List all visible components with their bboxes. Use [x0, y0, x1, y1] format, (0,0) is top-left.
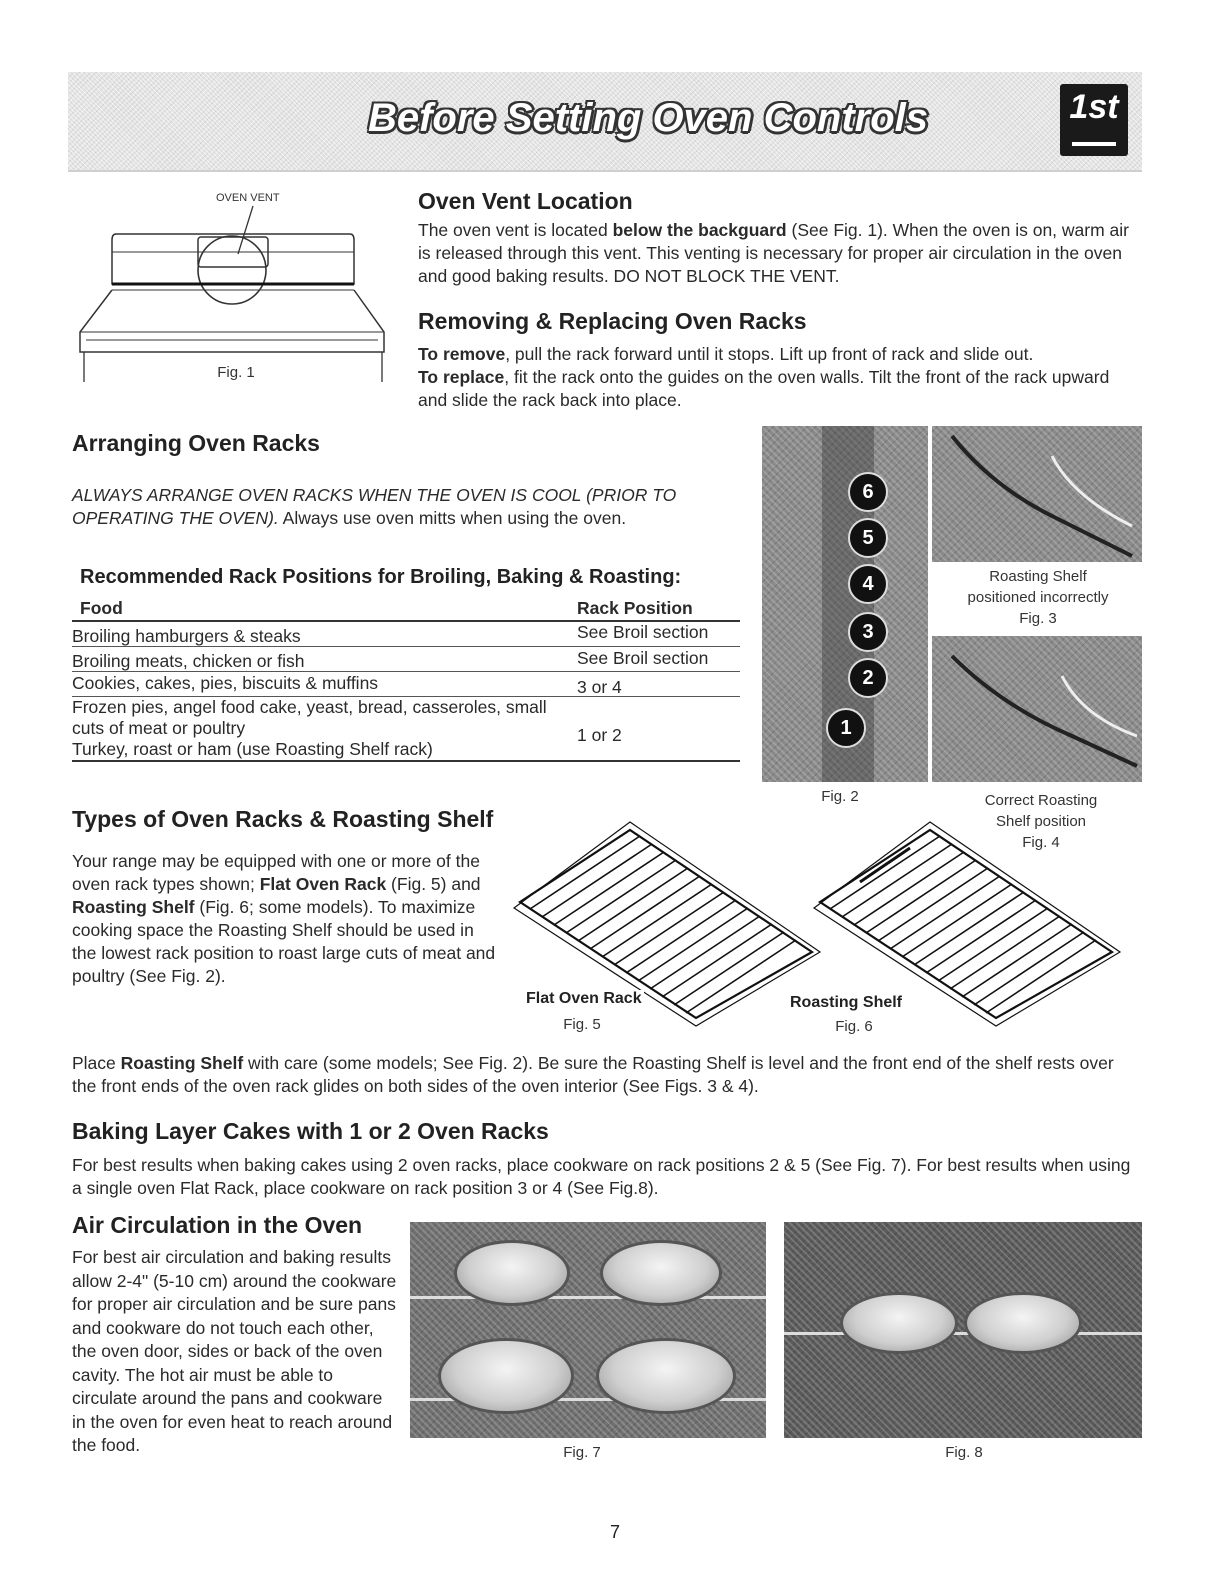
fig6-caption: Fig. 6 — [835, 1018, 873, 1035]
arranging-italic: ALWAYS ARRANGE OVEN RACKS WHEN THE OVEN IS COOL (PRIOR TO OPERATING THE OVEN). — [72, 485, 677, 528]
row-position: See Broil section — [577, 622, 709, 642]
arranging-text — [72, 484, 732, 530]
remove-text — [418, 343, 1138, 366]
types-text-3: (Fig. 6; some models). To maximize cooking space the Roasting Shelf should be used in the lowest rack position to roast large cuts of meat and poultry (See Fig. 2). — [72, 897, 496, 986]
arranging-heading: Arranging Oven Racks — [72, 430, 320, 456]
types-bold-1: Flat Oven Rack — [259, 874, 387, 894]
rack-line — [410, 1296, 766, 1299]
col-food: Food — [80, 598, 123, 618]
types-bold-2: Roasting Shelf — [72, 897, 195, 917]
table-title: Recommended Rack Positions for Broiling, Baking & Roasting: — [80, 566, 682, 588]
fig4-photo — [932, 636, 1142, 782]
flat-oven-rack-label: Flat Oven Rack — [526, 990, 642, 1007]
place-text — [72, 1052, 1142, 1098]
rack-number-3: 3 — [848, 612, 888, 652]
cake-pan — [596, 1338, 736, 1414]
removing-heading: Removing & Replacing Oven Racks — [418, 308, 807, 334]
col-position: Rack Position — [577, 598, 693, 618]
baking-heading: Baking Layer Cakes with 1 or 2 Oven Racks — [72, 1118, 549, 1144]
types-heading: Types of Oven Racks & Roasting Shelf — [72, 806, 494, 832]
table-row — [72, 622, 740, 647]
cake-pan — [438, 1338, 574, 1414]
fig8-photo — [784, 1222, 1142, 1438]
fig4-number: Fig. 4 — [1022, 834, 1060, 851]
fig1-illustration — [78, 192, 388, 382]
fig5-caption: Fig. 5 — [563, 1016, 601, 1033]
page-number: 7 — [609, 1522, 620, 1542]
fig4-line1: Correct Roasting — [984, 792, 1098, 809]
row-position: 3 or 4 — [577, 677, 622, 697]
table-row — [72, 647, 740, 672]
rack-number-5: 5 — [848, 518, 888, 558]
types-text — [72, 850, 502, 988]
oven-vent-heading: Oven Vent Location — [418, 188, 633, 214]
remove-bold: To remove — [418, 344, 506, 364]
place-text-2: with care (some models; See Fig. 2). Be sure the Roasting Shelf is level and the front end of the shelf rests over the front ends of the oven rack glides on both sides of the oven interior (See Figs. 3 & 4). — [72, 1053, 1114, 1096]
first-badge — [1060, 84, 1128, 156]
air-heading: Air Circulation in the Oven — [72, 1212, 363, 1238]
row-food: Frozen pies, angel food cake, yeast, bread, casseroles, small cuts of meat or poultry — [72, 697, 547, 738]
cake-pan — [454, 1240, 570, 1306]
header-band — [68, 72, 1142, 172]
cake-pan — [964, 1292, 1082, 1354]
fig2-photo — [762, 426, 928, 782]
arranging-rest: Always use oven mitts when using the oven. — [278, 508, 627, 528]
fig1-caption: Fig. 1 — [217, 364, 255, 381]
row-food: Broiling hamburgers & steaks — [72, 626, 301, 646]
rack-number-6: 6 — [848, 472, 888, 512]
row-position: 1 or 2 — [577, 725, 622, 745]
fig8-caption: Fig. 8 — [945, 1444, 983, 1461]
oven-vent-text-1: The oven vent is located — [418, 220, 613, 240]
row-position: See Broil section — [577, 648, 709, 668]
baking-text: For best results when baking cakes using 2 oven racks, place cookware on rack positions 2 & 5 (See Fig. 7). For best results when using a single oven Flat Rack, place cookware on rack position 3 or 4 (See Fig.8). — [72, 1155, 1131, 1198]
fig3-number: Fig. 3 — [1019, 610, 1057, 627]
fig4-line2: Shelf position — [995, 813, 1087, 830]
fig7-photo — [410, 1222, 766, 1438]
cake-pan — [600, 1240, 722, 1306]
table-row — [72, 672, 740, 697]
badge-label: 1st — [1069, 88, 1119, 126]
removing-section — [418, 308, 1138, 412]
rack-number-4: 4 — [848, 564, 888, 604]
oven-vent-text — [418, 219, 1138, 288]
fig3-caption — [940, 566, 1136, 629]
page-title: Before Setting Oven Controls — [367, 96, 929, 140]
shelf-correct-drawing — [932, 636, 1142, 782]
table-row-group — [72, 697, 740, 762]
types-text-2: (Fig. 5) and — [386, 874, 481, 894]
badge-underline — [1072, 142, 1116, 146]
oven-vent-text-2: (See Fig. 1). When the oven is on, warm air is released through this vent. This venting is necessary for proper air circulation in the oven and good baking results. DO NOT BLOCK THE VENT. — [418, 220, 1129, 286]
replace-bold: To replace — [418, 367, 505, 387]
row-food: Broiling meats, chicken or fish — [72, 651, 305, 671]
fig3-line2: positioned incorrectly — [967, 589, 1109, 606]
roasting-shelf-label: Roasting Shelf — [790, 994, 903, 1011]
oven-vent-section — [418, 188, 1138, 288]
row-food: Cookies, cakes, pies, biscuits & muffins — [72, 673, 379, 693]
rack-position-table — [72, 598, 740, 762]
types-text-1: Your range may be equipped with one or more of the oven rack types shown; — [72, 851, 480, 894]
oven-vent-bold: below the backguard — [612, 220, 787, 240]
fig7-caption: Fig. 7 — [563, 1444, 601, 1461]
replace-text — [418, 366, 1138, 412]
fig3-photo — [932, 426, 1142, 562]
table-header — [72, 598, 740, 622]
oven-vent-drawing — [78, 192, 388, 382]
replace-rest: , fit the rack onto the guides on the oven walls. Tilt the front of the rack upward and slide the rack back into place. — [418, 367, 1110, 410]
row-food: Turkey, roast or ham (use Roasting Shelf rack) — [72, 739, 433, 759]
table-row — [72, 725, 740, 760]
cake-pan — [840, 1292, 958, 1354]
place-bold: Roasting Shelf — [120, 1053, 244, 1073]
fig3-line1: Roasting Shelf — [989, 568, 1087, 585]
shelf-incorrect-drawing — [932, 426, 1142, 562]
place-text-1: Place — [72, 1053, 121, 1073]
fig2-caption: Fig. 2 — [821, 788, 859, 805]
air-text: For best air circulation and baking results allow 2-4" (5-10 cm) around the cookware for proper air circulation and be sure pans and cookware do not touch each other, the oven door, sides or back of the oven cavity. The hot air must be able to circulate around the pans and cookware in the oven for even heat to reach around the food. — [72, 1247, 397, 1455]
oven-vent-label: OVEN VENT — [216, 192, 280, 204]
remove-rest: , pull the rack forward until it stops. Lift up front of rack and slide out. — [505, 344, 1034, 364]
rack-line — [784, 1332, 1142, 1335]
rack-number-1: 1 — [826, 708, 866, 748]
rack-number-2: 2 — [848, 658, 888, 698]
